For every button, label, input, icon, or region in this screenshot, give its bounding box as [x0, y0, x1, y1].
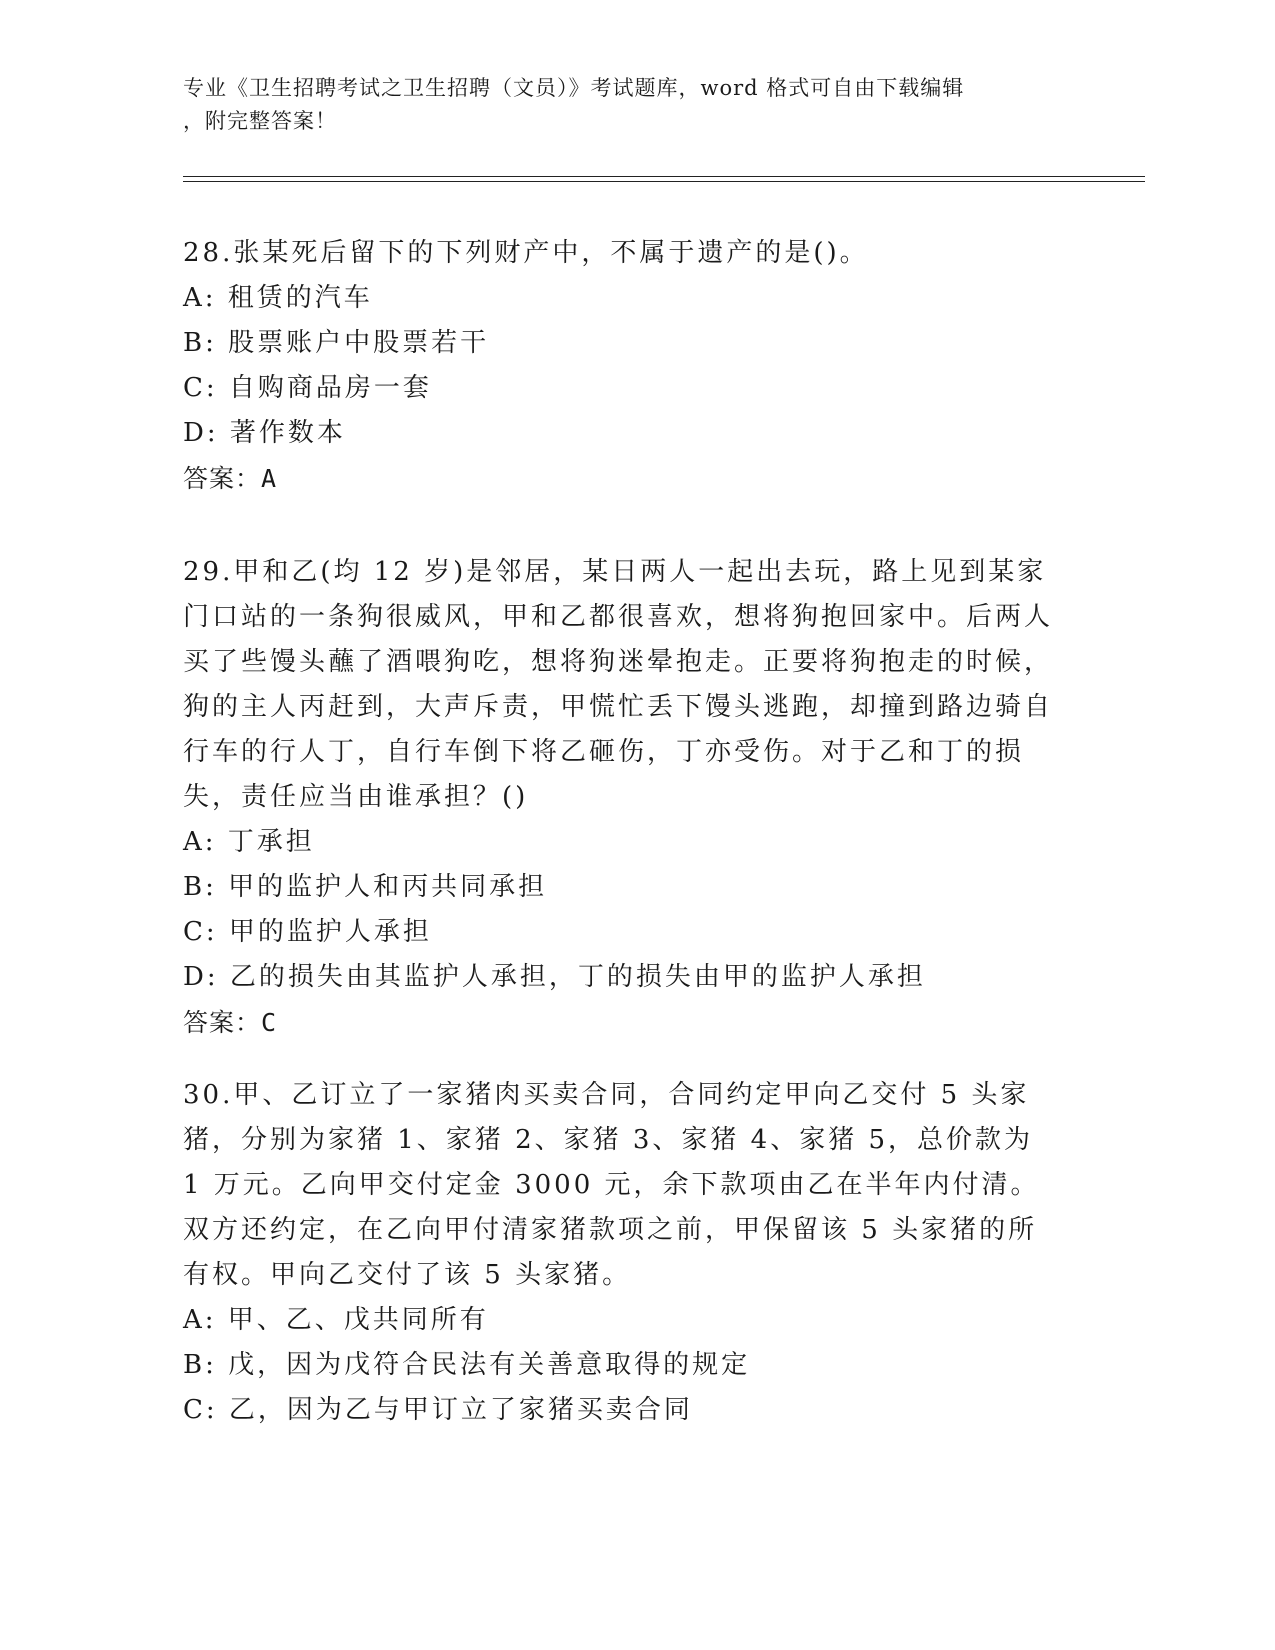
question-stem: 28.张某死后留下的下列财产中，不属于遗产的是()。: [183, 238, 869, 268]
option-a: A: 丁承担: [183, 827, 315, 857]
document-header: [183, 72, 1063, 138]
header-divider-top: [183, 176, 1145, 177]
option-c: C: 自购商品房一套: [183, 373, 432, 403]
option-b: B: 甲的监护人和丙共同承担: [183, 872, 548, 902]
answer-value: A: [261, 464, 278, 493]
question-28: [183, 231, 1063, 501]
option-a: A: 租赁的汽车: [183, 283, 373, 313]
question-30: [183, 1073, 1063, 1433]
answer-line: [183, 456, 1063, 501]
option-b: B: 股票账户中股票若干: [183, 328, 490, 358]
question-29: [183, 550, 1063, 1045]
question-stem: 30.甲、乙订立了一家猪肉买卖合同，合同约定甲向乙交付 5 头家猪，分别为家猪 1、家猪 2、家猪 3、家猪 4、家猪 5，总价款为 1 万元。乙向甲交付定金 3000 元，余下款项由乙在半年内付清。双方还约定，在乙向甲付清家猪款项之前，甲保留该 5 头家猪的所有权。甲向乙交付了该 5 头家猪。: [183, 1080, 1040, 1290]
answer-value: C: [261, 1008, 278, 1037]
option-d: D: 乙的损失由其监护人承担，丁的损失由甲的监护人承担: [183, 962, 926, 992]
option-b: B: 戊，因为戊符合民法有关善意取得的规定: [183, 1350, 751, 1380]
header-divider-bottom: [183, 181, 1145, 182]
option-c: C: 甲的监护人承担: [183, 917, 432, 947]
header-line-1: 专业《卫生招聘考试之卫生招聘（文员）》考试题库，word 格式可自由下载编辑: [183, 76, 965, 100]
question-stem: 29.甲和乙(均 12 岁)是邻居，某日两人一起出去玩，路上见到某家门口站的一条狗很威风，甲和乙都很喜欢，想将狗抱回家中。后两人买了些馒头蘸了酒喂狗吃，想将狗迷晕抱走。正要将狗抱走的时候，狗的主人丙赶到，大声斥责，甲慌忙丢下馒头逃跑，却撞到路边骑自行车的行人丁，自行车倒下将乙砸伤，丁亦受伤。对于乙和丁的损失，责任应当由谁承担？(): [183, 557, 1054, 812]
option-d: D: 著作数本: [183, 418, 346, 448]
answer-label: 答案：: [183, 1008, 262, 1037]
answer-label: 答案：: [183, 464, 262, 493]
option-a: A: 甲、乙、戊共同所有: [183, 1305, 489, 1335]
header-line-2: ，附完整答案！: [183, 109, 337, 133]
answer-line: [183, 1000, 1063, 1045]
option-c: C: 乙，因为乙与甲订立了家猪买卖合同: [183, 1395, 693, 1425]
